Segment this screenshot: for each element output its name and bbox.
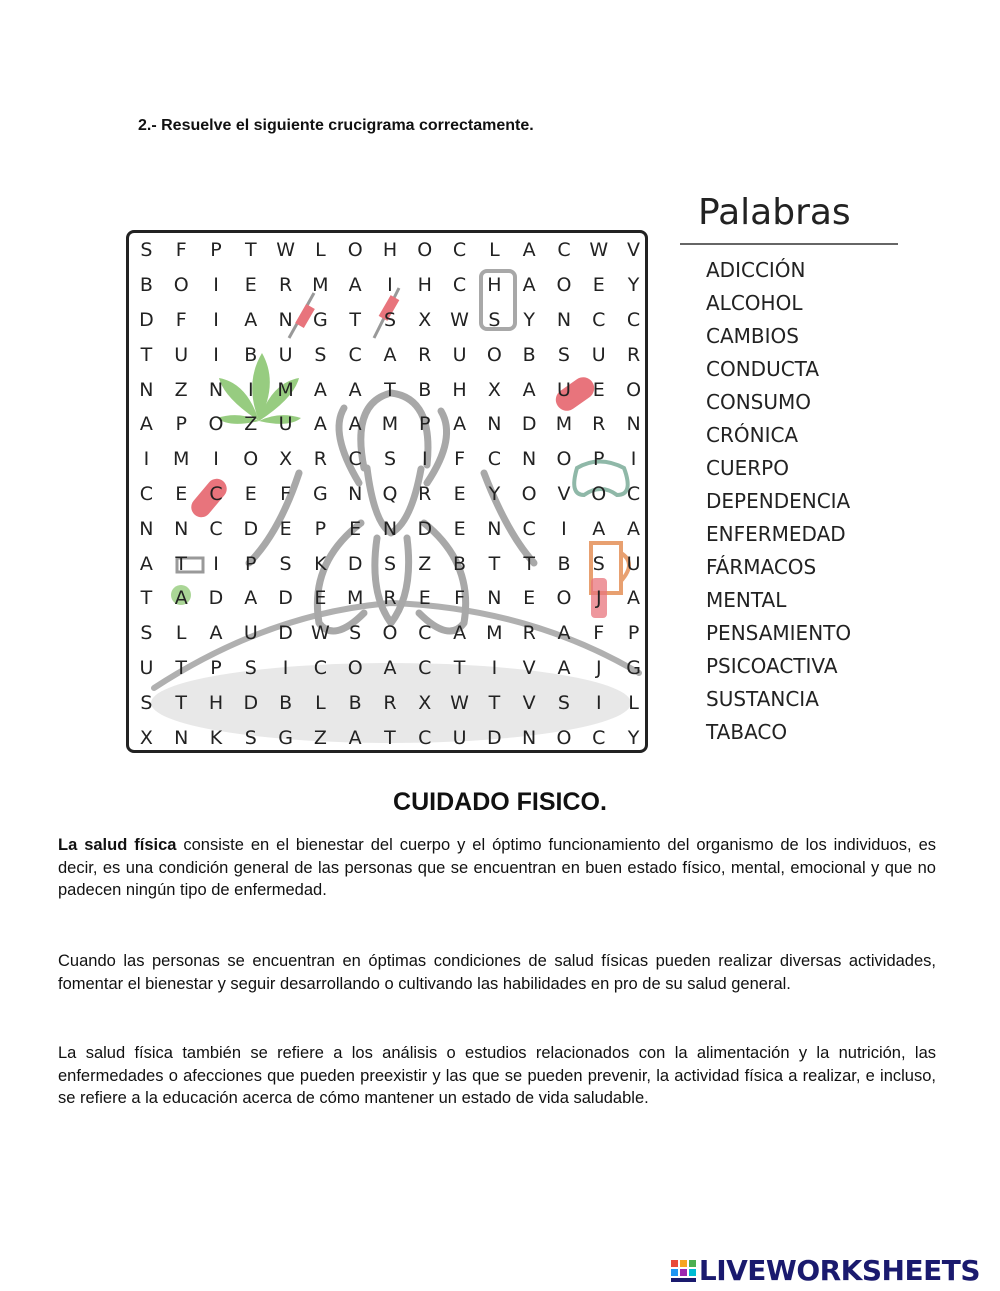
- grid-cell[interactable]: T: [488, 691, 501, 714]
- grid-cell[interactable]: Q: [382, 482, 398, 505]
- grid-cell[interactable]: O: [626, 378, 642, 401]
- grid-cell[interactable]: I: [387, 274, 393, 297]
- grid-cell[interactable]: W: [450, 691, 469, 714]
- grid-cell[interactable]: T: [384, 378, 396, 401]
- grid-cell[interactable]: A: [522, 239, 536, 262]
- grid-cell[interactable]: E: [453, 482, 466, 505]
- grid-cell[interactable]: N: [487, 517, 502, 540]
- grid-cell[interactable]: P: [210, 656, 222, 679]
- grid-cell[interactable]: R: [383, 691, 397, 714]
- grid-cell[interactable]: U: [557, 378, 571, 401]
- section-title: CUIDADO FISICO.: [393, 788, 607, 816]
- grid-cell[interactable]: I: [143, 448, 150, 471]
- grid-cell[interactable]: D: [487, 726, 502, 749]
- grid-cell[interactable]: T: [175, 656, 187, 679]
- grid-cell[interactable]: Y: [627, 274, 640, 297]
- grid-cell[interactable]: J: [595, 587, 602, 610]
- grid-cell[interactable]: D: [278, 622, 293, 645]
- grid-cell[interactable]: L: [315, 239, 326, 262]
- grid-cell[interactable]: E: [592, 274, 605, 297]
- grid-cell[interactable]: H: [452, 378, 467, 401]
- grid-cell[interactable]: A: [139, 552, 153, 575]
- grid-cell[interactable]: O: [556, 448, 572, 471]
- grid-cell[interactable]: N: [626, 413, 641, 436]
- grid-cell[interactable]: J: [595, 656, 602, 679]
- grid-cell[interactable]: A: [244, 587, 258, 610]
- grid-cell[interactable]: B: [139, 274, 153, 297]
- grid-cell[interactable]: Z: [244, 413, 258, 436]
- grid-cell[interactable]: O: [208, 413, 224, 436]
- grid-cell[interactable]: U: [243, 622, 258, 645]
- grid-cell[interactable]: A: [313, 413, 327, 436]
- word-bank-item: CONDUCTA: [706, 357, 820, 381]
- grid-cell[interactable]: Y: [523, 308, 535, 331]
- grid-cell[interactable]: Z: [418, 552, 432, 575]
- grid-cell[interactable]: C: [418, 726, 432, 749]
- grid-cell[interactable]: A: [348, 413, 362, 436]
- word-bank-item: TABACO: [706, 720, 788, 744]
- grid-cell[interactable]: N: [208, 378, 224, 401]
- grid-cell[interactable]: S: [592, 552, 605, 575]
- grid-cell[interactable]: S: [557, 691, 570, 714]
- grid-cell[interactable]: F: [593, 622, 605, 645]
- grid-cell[interactable]: T: [175, 552, 187, 575]
- grid-cell[interactable]: O: [556, 274, 572, 297]
- grid-cell[interactable]: N: [139, 378, 154, 401]
- grid-cell[interactable]: X: [418, 308, 432, 331]
- grid-cell[interactable]: B: [418, 378, 432, 401]
- grid-cell[interactable]: N: [174, 517, 189, 540]
- word-bank-item: DEPENDENCIA: [706, 489, 851, 513]
- grid-cell[interactable]: I: [213, 274, 219, 297]
- grid-cell[interactable]: S: [314, 343, 327, 366]
- grid-cell[interactable]: U: [591, 343, 606, 366]
- grid-cell[interactable]: W: [310, 622, 330, 645]
- grid-cell[interactable]: I: [421, 448, 428, 471]
- grid-cell[interactable]: E: [349, 517, 362, 540]
- grid-cell[interactable]: C: [209, 482, 223, 505]
- word-bank-item: PSICOACTIVA: [706, 654, 838, 678]
- grid-cell[interactable]: C: [626, 482, 641, 505]
- grid-cell[interactable]: C: [418, 622, 432, 645]
- grid-cell[interactable]: S: [383, 308, 396, 331]
- grid-cell[interactable]: T: [244, 239, 257, 262]
- grid-cell[interactable]: P: [593, 448, 605, 471]
- word-bank-item: ALCOHOL: [706, 291, 803, 315]
- liveworksheets-logo-icon: [671, 1258, 697, 1284]
- grid-cell[interactable]: W: [589, 239, 609, 262]
- grid-cell[interactable]: N: [556, 308, 572, 331]
- grid-cell[interactable]: D: [347, 552, 363, 575]
- word-bank-item: CUERPO: [706, 456, 789, 480]
- word-bank-item: ADICCIÓN: [706, 258, 806, 282]
- word-bank-title: Palabras: [698, 192, 851, 233]
- grid-cell[interactable]: X: [418, 691, 432, 714]
- grid-cell[interactable]: T: [175, 691, 187, 714]
- grid-cell[interactable]: E: [244, 274, 257, 297]
- grid-cell[interactable]: W: [450, 308, 469, 331]
- grid-cell[interactable]: C: [418, 656, 432, 679]
- word-search-grid: [126, 230, 648, 753]
- grid-cell[interactable]: D: [139, 308, 154, 331]
- grid-cell[interactable]: V: [522, 656, 536, 679]
- grid-cell[interactable]: A: [522, 378, 536, 401]
- word-bank-item: FÁRMACOS: [706, 555, 817, 579]
- grid-cell[interactable]: I: [247, 378, 254, 401]
- grid-cell[interactable]: C: [139, 482, 154, 505]
- grid-cell[interactable]: L: [315, 691, 326, 714]
- letter-grid: [129, 233, 648, 753]
- grid-cell[interactable]: I: [630, 448, 637, 471]
- instruction-text: 2.- Resuelve el siguiente crucigrama correctamente.: [138, 117, 534, 134]
- grid-cell[interactable]: O: [417, 239, 433, 262]
- grid-cell[interactable]: T: [488, 552, 501, 575]
- grid-cell[interactable]: W: [276, 239, 295, 262]
- grid-cell[interactable]: A: [383, 656, 397, 679]
- grid-cell[interactable]: S: [140, 622, 153, 645]
- grid-cell[interactable]: A: [383, 343, 397, 366]
- grid-cell[interactable]: I: [595, 691, 602, 714]
- grid-cell[interactable]: U: [174, 343, 189, 366]
- grid-cell[interactable]: K: [209, 726, 223, 749]
- grid-cell[interactable]: C: [557, 239, 571, 262]
- grid-cell[interactable]: E: [279, 517, 292, 540]
- grid-cell[interactable]: M: [555, 413, 573, 436]
- grid-cell[interactable]: U: [452, 726, 467, 749]
- grid-cell[interactable]: D: [417, 517, 433, 540]
- grid-cell[interactable]: O: [173, 274, 189, 297]
- grid-cell[interactable]: N: [382, 517, 398, 540]
- grid-cell[interactable]: B: [557, 552, 571, 575]
- grid-cell[interactable]: V: [522, 691, 536, 714]
- word-bank-item: SUSTANCIA: [706, 687, 819, 711]
- grid-cell[interactable]: M: [486, 622, 503, 645]
- grid-cell[interactable]: A: [174, 587, 188, 610]
- grid-cell[interactable]: P: [627, 622, 640, 645]
- grid-cell[interactable]: E: [244, 482, 257, 505]
- paragraph-3: La salud física también se refiere a los análisis o estudios relacionados con la alimentación y la nutrición, las enfermedades o afecciones que pueden preexistir y las que se pueden prevenir, la actividad física a realizar, e incluso, se refiere a la educación acerca de cómo mantener un estado de vida saludable.: [58, 1044, 936, 1107]
- paragraph-2: Cuando las personas se encuentran en óptimas condiciones de salud físicas pueden realizar diversas actividades, fomentar el bienestar y seguir desarrollando o cultivando las habilidades en pro de su salud general.: [58, 952, 936, 993]
- grid-cell[interactable]: S: [383, 448, 396, 471]
- grid-cell[interactable]: A: [453, 413, 467, 436]
- grid-cell[interactable]: E: [592, 378, 605, 401]
- grid-cell[interactable]: F: [280, 482, 292, 505]
- grid-cell[interactable]: E: [418, 587, 431, 610]
- grid-cell[interactable]: O: [556, 726, 572, 749]
- grid-cell[interactable]: S: [140, 239, 153, 262]
- word-bank-item: CRÓNICA: [706, 423, 799, 447]
- grid-cell[interactable]: C: [313, 656, 328, 679]
- grid-cell[interactable]: C: [592, 726, 606, 749]
- grid-cell[interactable]: R: [313, 448, 327, 471]
- grid-cell[interactable]: C: [626, 308, 641, 331]
- grid-cell[interactable]: B: [522, 343, 536, 366]
- grid-cell[interactable]: Z: [174, 378, 188, 401]
- grid-cell[interactable]: C: [452, 274, 467, 297]
- grid-cell[interactable]: A: [244, 308, 258, 331]
- grid-cell[interactable]: P: [175, 413, 187, 436]
- grid-cell[interactable]: B: [453, 552, 467, 575]
- grid-cell[interactable]: S: [488, 308, 501, 331]
- grid-cell[interactable]: N: [487, 587, 502, 610]
- grid-cell[interactable]: B: [348, 691, 362, 714]
- grid-cell[interactable]: Y: [488, 482, 501, 505]
- word-bank-item: CAMBIOS: [706, 324, 799, 348]
- grid-cell[interactable]: P: [210, 239, 222, 262]
- grid-cell[interactable]: C: [522, 517, 536, 540]
- grid-cell[interactable]: L: [175, 622, 187, 645]
- grid-cell[interactable]: N: [174, 726, 189, 749]
- grid-cell[interactable]: R: [418, 343, 432, 366]
- grid-cell[interactable]: C: [209, 517, 223, 540]
- grid-cell[interactable]: X: [279, 448, 293, 471]
- grid-cell[interactable]: H: [208, 691, 224, 714]
- grid-cell[interactable]: A: [313, 378, 327, 401]
- grid-cell[interactable]: T: [453, 656, 466, 679]
- grid-cell[interactable]: O: [521, 482, 537, 505]
- grid-cell[interactable]: N: [487, 413, 502, 436]
- grid-cell[interactable]: E: [453, 517, 466, 540]
- grid-cell[interactable]: H: [417, 274, 432, 297]
- brand-name: LIVEWORKSHEETS: [698, 1254, 980, 1287]
- grid-cell[interactable]: P: [314, 517, 327, 540]
- grid-cell[interactable]: O: [591, 482, 607, 505]
- grid-cell[interactable]: N: [522, 448, 537, 471]
- grid-cell[interactable]: A: [139, 413, 153, 436]
- grid-cell[interactable]: R: [522, 622, 536, 645]
- grid-cell[interactable]: X: [139, 726, 153, 749]
- grid-cell[interactable]: D: [278, 587, 293, 610]
- grid-cell[interactable]: A: [209, 622, 223, 645]
- grid-cell[interactable]: O: [347, 656, 363, 679]
- grid-cell[interactable]: U: [452, 343, 467, 366]
- grid-cell[interactable]: S: [244, 656, 257, 679]
- grid-cell[interactable]: A: [348, 378, 362, 401]
- word-bank-list: [706, 256, 851, 751]
- grid-cell[interactable]: A: [522, 274, 536, 297]
- grid-cell[interactable]: S: [140, 691, 153, 714]
- paragraph-1-bold: La salud física: [58, 836, 177, 854]
- grid-cell[interactable]: R: [278, 274, 293, 297]
- grid-cell[interactable]: R: [592, 413, 606, 436]
- grid-cell[interactable]: N: [278, 308, 293, 331]
- grid-cell[interactable]: N: [522, 726, 537, 749]
- word-bank-item: ENFERMEDAD: [706, 522, 846, 546]
- grid-cell[interactable]: F: [175, 239, 187, 262]
- grid-cell[interactable]: M: [381, 413, 399, 436]
- grid-cell[interactable]: A: [348, 274, 362, 297]
- grid-cell[interactable]: S: [349, 622, 362, 645]
- grid-cell[interactable]: A: [627, 587, 641, 610]
- grid-cell[interactable]: C: [348, 343, 362, 366]
- grid-cell[interactable]: A: [627, 517, 641, 540]
- paragraph-1: [58, 834, 936, 902]
- grid-cell[interactable]: F: [454, 587, 466, 610]
- grid-cell[interactable]: S: [279, 552, 292, 575]
- grid-cell[interactable]: T: [140, 587, 153, 610]
- grid-cell[interactable]: T: [349, 308, 361, 331]
- grid-cell[interactable]: G: [626, 656, 641, 679]
- grid-cell[interactable]: I: [213, 448, 219, 471]
- paragraph-1-text: consiste en el bienestar del cuerpo y el óptimo funcionamiento del organismo de los individuos, es decir, es una condición general de las personas que se encuentran en buen estado físico, mental, emocional y que no padecen ningún tipo de enfermedad.: [58, 836, 936, 899]
- grid-cell[interactable]: K: [314, 552, 327, 575]
- grid-cell[interactable]: T: [140, 343, 153, 366]
- grid-cell[interactable]: D: [243, 517, 259, 540]
- grid-cell[interactable]: I: [213, 343, 219, 366]
- grid-cell[interactable]: G: [278, 726, 293, 749]
- grid-cell[interactable]: H: [382, 239, 398, 262]
- grid-cell[interactable]: S: [244, 726, 257, 749]
- grid-cell[interactable]: C: [452, 239, 467, 262]
- grid-cell[interactable]: T: [384, 726, 396, 749]
- grid-cell[interactable]: O: [243, 448, 259, 471]
- grid-cell[interactable]: P: [245, 552, 257, 575]
- grid-cell[interactable]: Y: [627, 726, 640, 749]
- grid-cell[interactable]: D: [208, 587, 224, 610]
- grid-cell[interactable]: A: [557, 622, 571, 645]
- grid-cell[interactable]: I: [491, 656, 498, 679]
- grid-cell[interactable]: N: [139, 517, 154, 540]
- grid-cell[interactable]: I: [282, 656, 289, 679]
- grid-cell[interactable]: V: [557, 482, 571, 505]
- grid-cell[interactable]: E: [314, 587, 327, 610]
- grid-cell[interactable]: A: [592, 517, 606, 540]
- grid-cell[interactable]: F: [454, 448, 466, 471]
- grid-cell[interactable]: T: [523, 552, 535, 575]
- grid-cell[interactable]: R: [418, 482, 432, 505]
- grid-cell[interactable]: I: [561, 517, 567, 540]
- grid-cell[interactable]: U: [278, 343, 293, 366]
- grid-cell[interactable]: C: [348, 448, 362, 471]
- grid-cell[interactable]: S: [383, 552, 396, 575]
- grid-cell[interactable]: E: [523, 587, 536, 610]
- grid-cell[interactable]: A: [557, 656, 571, 679]
- grid-cell[interactable]: D: [243, 691, 259, 714]
- grid-cell[interactable]: R: [383, 587, 397, 610]
- grid-cell[interactable]: G: [313, 482, 328, 505]
- grid-cell[interactable]: B: [244, 343, 258, 366]
- grid-cell[interactable]: P: [419, 413, 431, 436]
- grid-cell[interactable]: S: [557, 343, 570, 366]
- grid-cell[interactable]: C: [592, 308, 606, 331]
- grid-cell[interactable]: O: [556, 587, 572, 610]
- grid-cell[interactable]: G: [313, 308, 328, 331]
- grid-cell[interactable]: O: [382, 622, 398, 645]
- grid-cell[interactable]: E: [175, 482, 188, 505]
- grid-cell[interactable]: I: [213, 552, 219, 575]
- word-bank-divider: [680, 243, 898, 245]
- grid-cell[interactable]: U: [139, 656, 154, 679]
- grid-cell[interactable]: L: [489, 239, 500, 262]
- grid-cell[interactable]: Z: [313, 726, 327, 749]
- grid-cell[interactable]: U: [626, 552, 641, 575]
- grid-cell[interactable]: M: [346, 587, 364, 610]
- word-bank-item: PENSAMIENTO: [706, 621, 852, 645]
- word-bank-item: MENTAL: [706, 588, 787, 612]
- grid-cell[interactable]: H: [487, 274, 502, 297]
- grid-cell[interactable]: L: [628, 691, 639, 714]
- word-bank-item: CONSUMO: [706, 390, 811, 414]
- grid-cell[interactable]: C: [487, 448, 501, 471]
- grid-cell[interactable]: X: [487, 378, 501, 401]
- grid-cell[interactable]: A: [453, 622, 467, 645]
- grid-cell[interactable]: U: [278, 413, 293, 436]
- grid-cell[interactable]: R: [626, 343, 641, 366]
- grid-cell[interactable]: I: [213, 308, 219, 331]
- grid-cell[interactable]: A: [348, 726, 362, 749]
- grid-cell[interactable]: M: [277, 378, 294, 401]
- grid-cell[interactable]: N: [348, 482, 363, 505]
- grid-cell[interactable]: V: [627, 239, 641, 262]
- grid-cell[interactable]: F: [175, 308, 187, 331]
- grid-cell[interactable]: O: [347, 239, 363, 262]
- grid-cell[interactable]: M: [312, 274, 329, 297]
- grid-cell[interactable]: B: [279, 691, 293, 714]
- grid-cell[interactable]: O: [486, 343, 502, 366]
- grid-cell[interactable]: D: [521, 413, 537, 436]
- brand-footer[interactable]: [671, 1254, 980, 1287]
- grid-cell[interactable]: M: [172, 448, 190, 471]
